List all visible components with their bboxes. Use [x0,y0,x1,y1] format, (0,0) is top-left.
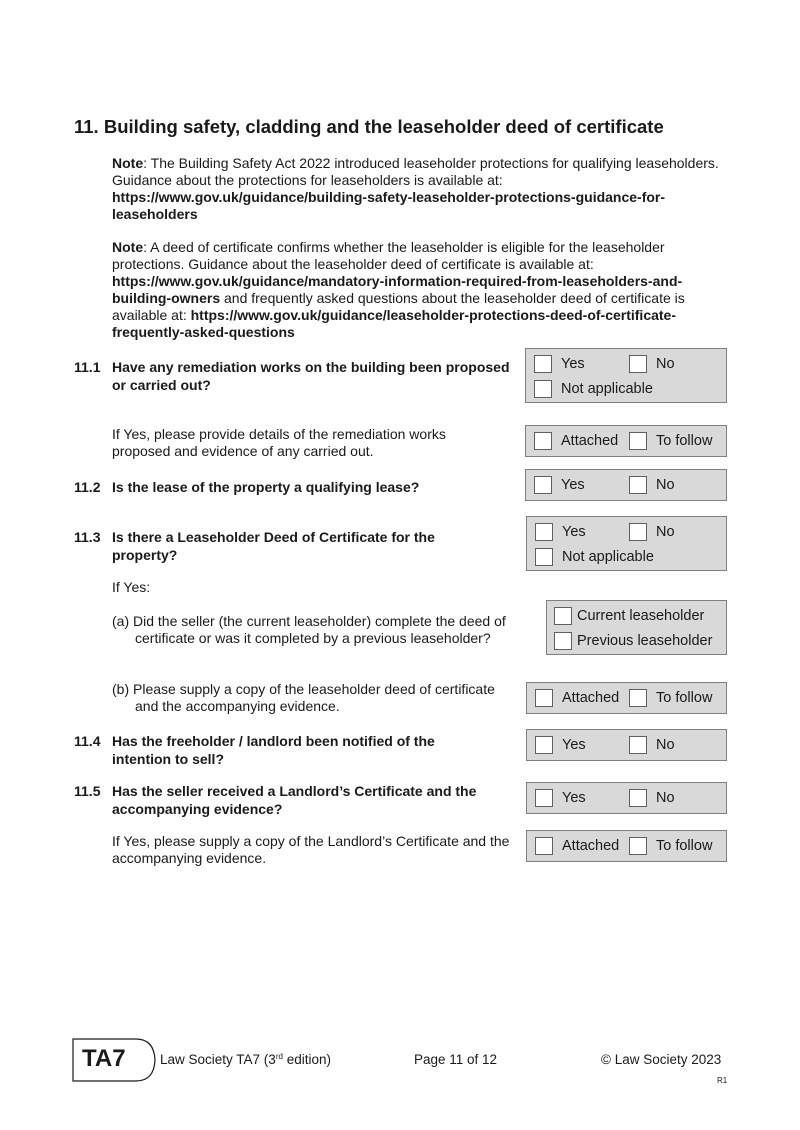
option-attached[interactable]: Attached [535,689,619,707]
option-yes[interactable]: Yes [534,476,585,494]
checkbox[interactable] [534,432,552,450]
note-text: and frequently asked questions about the leaseholder deed of certificate is available at: [112,290,685,323]
option-previous-leaseholder[interactable]: Previous leaseholder [554,632,712,650]
question-number: 11.4 [74,733,101,749]
landlord-certificate-copy-options [526,830,727,862]
checkbox[interactable] [629,432,647,450]
option-not-applicable[interactable]: Not applicable [534,380,653,398]
question-number: 11.5 [74,783,101,799]
note-label: Note [112,155,144,171]
landlord-certificate-options [526,782,727,814]
note-label: Note [112,239,144,255]
question-text: Is there a Leaseholder Deed of Certificate for the property? [112,529,435,563]
question-text: Has the seller received a Landlord’s Certificate and the accompanying evidence? [112,783,477,817]
option-not-applicable[interactable]: Not applicable [535,548,654,566]
section-title: 11. Building safety, cladding and the leaseholder deed of certificate [74,116,664,137]
if-yes-label: If Yes: [112,579,151,595]
checkbox[interactable] [535,736,553,754]
option-yes[interactable]: Yes [535,789,586,807]
checkbox[interactable] [629,523,647,541]
option-current-leaseholder[interactable]: Current leaseholder [554,607,704,625]
option-attached[interactable]: Attached [535,837,619,855]
option-to-follow[interactable]: To follow [629,837,712,855]
option-to-follow[interactable]: To follow [629,689,712,707]
checkbox[interactable] [535,789,553,807]
checkbox[interactable] [535,689,553,707]
faq-link[interactable]: https://www.gov.uk/guidance/leaseholder-protections-deed-of-certificate-frequently-asked-questions [112,307,677,340]
question-text: Have any remediation works on the building been proposed or carried out? [112,359,510,393]
remediation-evidence-options [525,425,727,457]
question-text: Is the lease of the property a qualifying lease? [112,479,420,495]
option-no[interactable]: No [629,736,675,754]
option-no[interactable]: No [629,355,675,373]
checkbox[interactable] [629,837,647,855]
option-yes[interactable]: Yes [535,736,586,754]
copyright: © Law Society 2023 [601,1052,722,1067]
checkbox[interactable] [534,355,552,373]
form-code: TA7 [82,1045,126,1072]
subquestion-a: (a) Did the seller (the current leaseholder) complete the deed of certificate or was it completed by a previous leaseholder? [112,613,506,646]
note-text: : A deed of certificate confirms whether the leaseholder is eligible for the leaseholder protections. Guidance about the leaseholder deed of certificate is available at: [112,239,665,272]
completed-by-options [546,600,727,655]
note-deed-of-certificate [112,239,732,341]
followup-text: If Yes, please supply a copy of the Landlord’s Certificate and the accompanying evidence. [112,833,510,866]
question-number: 11.2 [74,479,101,495]
guidance-link[interactable]: https://www.gov.uk/guidance/mandatory-information-required-from-leaseholders-and-building-owners [112,273,683,306]
checkbox[interactable] [629,689,647,707]
deed-copy-options [526,682,727,714]
checkbox[interactable] [535,548,553,566]
deed-options [526,516,727,571]
checkbox[interactable] [534,476,552,494]
option-yes[interactable]: Yes [534,355,585,373]
form-name: Law Society TA7 (3rd edition) [160,1052,331,1067]
checkbox[interactable] [554,632,572,650]
followup-text: If Yes, please provide details of the remediation works proposed and evidence of any carried out. [112,426,446,459]
checkbox[interactable] [535,837,553,855]
option-yes[interactable]: Yes [535,523,586,541]
question-number: 11.3 [74,529,101,545]
checkbox[interactable] [629,736,647,754]
checkbox[interactable] [629,789,647,807]
option-no[interactable]: No [629,476,675,494]
checkbox[interactable] [535,523,553,541]
note-protections [112,155,732,223]
question-number: 11.1 [74,359,101,375]
checkbox[interactable] [554,607,572,625]
note-text: : The Building Safety Act 2022 introduced leaseholder protections for qualifying leaseholders. Guidance about the protections for leaseholders is available at: [112,155,719,188]
subquestion-b: (b) Please supply a copy of the leaseholder deed of certificate and the accompanying evidence. [112,681,495,714]
checkbox[interactable] [629,355,647,373]
checkbox[interactable] [534,380,552,398]
option-no[interactable]: No [629,789,675,807]
option-attached[interactable]: Attached [534,432,618,450]
qualifying-lease-options [525,469,727,501]
notified-options [526,729,727,761]
page-number: Page 11 of 12 [414,1052,498,1067]
question-text: Has the freeholder / landlord been notified of the intention to sell? [112,733,435,767]
guidance-link[interactable]: https://www.gov.uk/guidance/building-safety-leaseholder-protections-guidance-for-leaseholders [112,189,666,222]
option-to-follow[interactable]: To follow [629,432,712,450]
option-no[interactable]: No [629,523,675,541]
checkbox[interactable] [629,476,647,494]
remediation-options [525,348,727,403]
revision: R1 [717,1076,728,1085]
